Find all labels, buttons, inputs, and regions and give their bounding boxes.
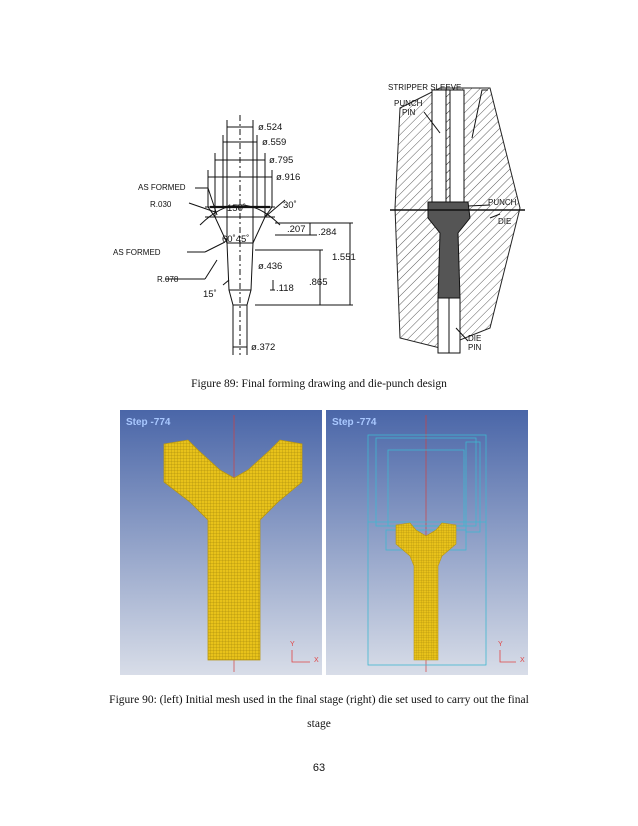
dim-d916: ø.916 [276,172,301,183]
dim-284: .284 [318,227,337,238]
label-punch-pin-2: PIN [402,108,416,117]
dim-d372: ø.372 [251,342,276,353]
label-r078: R.078 [157,275,179,284]
label-as-formed-top: AS FORMED [138,183,186,192]
right-step-label: Step -774 [332,417,377,428]
dim-30deg: 30˚ [283,200,297,211]
dim-d436: ø.436 [258,261,283,272]
dim-118: .118 [276,283,294,294]
die-punch-diagram [380,78,530,358]
right-axis-x: X [520,657,525,664]
dim-207: .207 [287,224,306,235]
engineering-drawing [105,75,375,365]
dim-1551: 1.551 [332,252,356,263]
dim-60-45deg: 60˚45˚ [222,234,250,245]
mesh-view-right [326,410,528,675]
figure-89-caption: Figure 89: Final forming drawing and die-punch design [191,378,447,390]
page-number: 63 [312,762,326,774]
left-axis-y: Y [290,641,295,648]
dim-d524: ø.524 [258,122,283,133]
label-stripper-sleeve: STRIPPER SLEEVE [388,83,462,92]
mesh-view-left [120,410,322,675]
label-die: DIE [498,217,512,226]
figure-90-caption-line2: stage [307,718,331,730]
label-r030: R.030 [150,200,172,209]
left-step-label: Step -774 [126,417,171,428]
label-punch-pin-1: PUNCH [394,99,423,108]
dim-d559: ø.559 [262,137,287,148]
label-as-formed-bottom: AS FORMED [113,248,161,257]
label-die-pin-2: PIN [468,343,482,352]
left-axis-x: X [314,657,319,664]
dim-15deg: 15˚ [203,289,217,300]
label-die-pin-1: DIE [468,334,482,343]
label-punch: PUNCH [488,198,517,207]
dim-150deg: 150˚ [227,203,247,214]
dim-865: .865 [309,277,328,288]
figure-90-caption-line1: Figure 90: (left) Initial mesh used in the final stage (right) die set used to carry out the final [109,694,529,706]
dim-d795: ø.795 [269,155,294,166]
right-axis-y: Y [498,641,503,648]
